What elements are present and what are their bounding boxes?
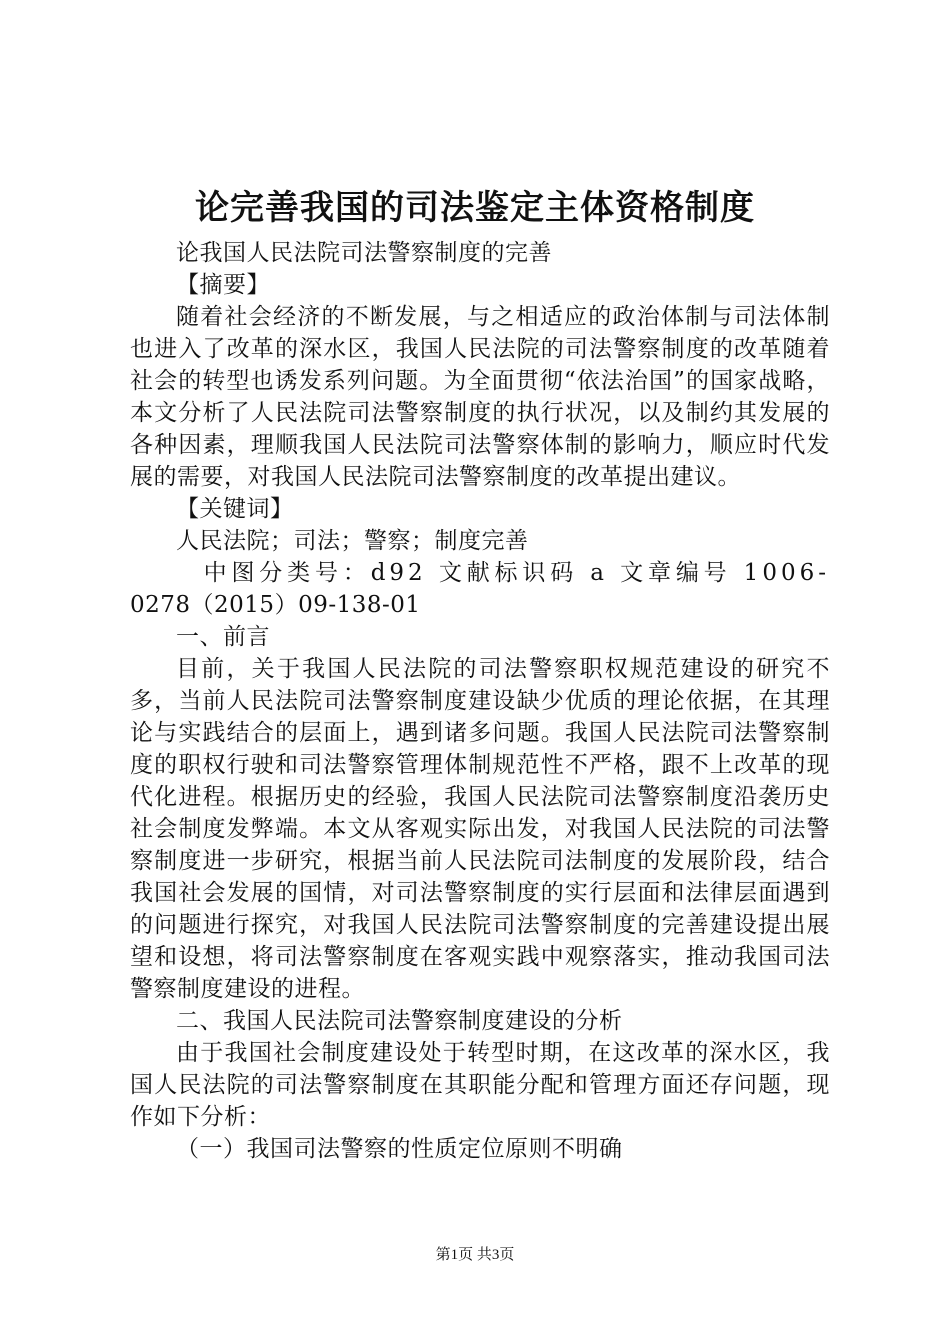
abstract-paragraph: 随着社会经济的不断发展，与之相适应的政治体制与司法体制也进入了改革的深水区，我国人民法院的司法警察制度的改革随着社会的转型也诱发系列问题。为全面贯彻“依法治国”的国家战略，本文分析了人民法院司法警察制度的执行状况，以及制约其发展的各种因素，理顺我国人民法院司法警察体制的影响力，顺应时代发展的需要，对我国人民法院司法警察制度的改革提出建议。: [130, 304, 830, 490]
analysis-paragraph: 由于我国社会制度建设处于转型时期，在这改革的深水区，我国人民法院的司法警察制度在其职能分配和管理方面还存问题，现作如下分析：: [130, 1040, 830, 1130]
subtitle-paragraph: 论我国人民法院司法警察制度的完善: [176, 240, 552, 266]
page-footer: 第1页 共3页: [435, 1247, 515, 1263]
classification-line: 中图分类号：d92 文献标识码 a 文章编号 1006-: [203, 560, 830, 586]
subsection-heading-1: （一）我国司法警察的性质定位原则不明确: [176, 1136, 623, 1162]
keywords-paragraph: 人民法院；司法；警察；制度完善: [176, 528, 529, 554]
classification-line-continued: 0278（2015）09-138-01: [130, 592, 421, 618]
document-body: [130, 237, 830, 1165]
preface-paragraph: 目前，关于我国人民法院的司法警察职权规范建设的研究不多，当前人民法院司法警察制度建设缺少优质的理论依据，在其理论与实践结合的层面上，遇到诸多问题。我国人民法院司法警察制度的职权行驶和司法警察管理体制规范性不严格，跟不上改革的现代化进程。根据历史的经验，我国人民法院司法警察制度沿袭历史社会制度发弊端。本文从客观实际出发，对我国人民法院的司法警察制度进一步研究，根据当前人民法院司法制度的发展阶段，结合我国社会发展的国情，对司法警察制度的实行层面和法律层面遇到的问题进行探究，对我国人民法院司法警察制度的完善建设提出展望和设想，将司法警察制度在客观实践中观察落实，推动我国司法警察制度建设的进程。: [130, 656, 830, 1002]
keywords-heading: 【关键词】: [176, 496, 294, 522]
section-heading-preface: 一、前言: [176, 624, 270, 650]
abstract-heading: 【摘要】: [176, 272, 270, 298]
document-title: 论完善我国的司法鉴定主体资格制度: [195, 188, 755, 228]
section-heading-analysis: 二、我国人民法院司法警察制度建设的分析: [176, 1008, 623, 1034]
